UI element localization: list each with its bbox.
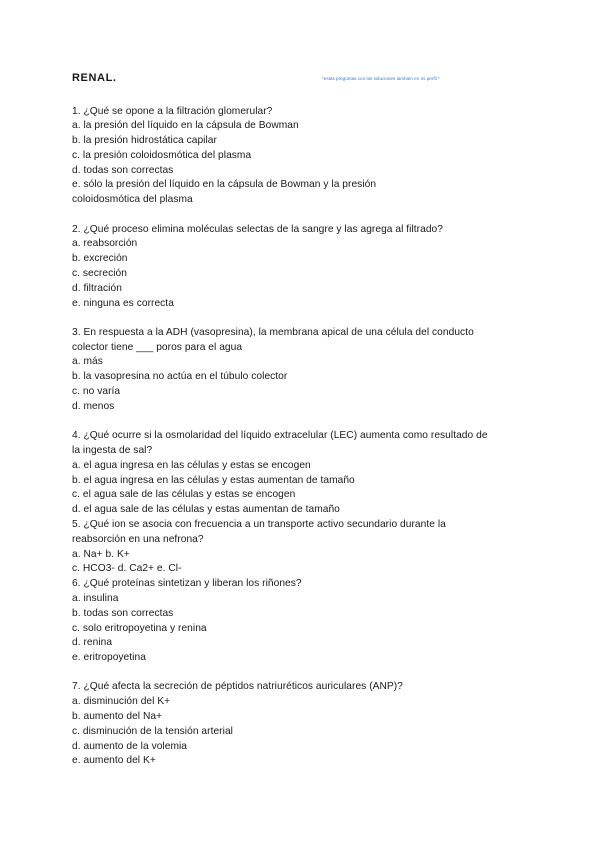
question-line: colector tiene ___ poros para el agua xyxy=(72,341,243,353)
question-line: la ingesta de sal? xyxy=(72,444,153,456)
question-line: c. HCO3- d. Ca2+ e. Cl- xyxy=(72,563,182,575)
question-line: e. aumento del K+ xyxy=(72,755,156,767)
question-line: c. solo eritropoyetina y renina xyxy=(72,622,207,634)
spacer xyxy=(72,90,532,105)
spacer xyxy=(72,311,532,326)
question-line: 5. ¿Qué ion se asocia con frecuencia a un transporte activo secundario durante la xyxy=(72,518,446,530)
question-line: e. ninguna es correcta xyxy=(72,297,174,309)
question-line: coloidosmótica del plasma xyxy=(72,194,193,206)
question-block xyxy=(72,680,532,769)
question-line: b. el agua ingresa en las células y estas aumentan de tamaño xyxy=(72,474,355,486)
question-line: a. Na+ b. K+ xyxy=(72,548,130,560)
question-line: d. todas son correctas xyxy=(72,164,174,176)
question-line: b. la presión hidrostática capilar xyxy=(72,135,217,147)
question-text: 1. ¿Qué se opone a la filtración glomerular? xyxy=(72,105,273,117)
question-line: c. la presión coloidosmótica del plasma xyxy=(72,149,252,161)
question-line: d. el agua sale de las células y estas aumentan de tamaño xyxy=(72,504,340,516)
question-line: b. aumento del Na+ xyxy=(72,710,163,722)
question-line: a. más xyxy=(72,356,103,368)
question-line: a. disminución del K+ xyxy=(72,696,171,708)
question-line: d. filtración xyxy=(72,282,122,294)
question-line: c. el agua sale de las células y estas se encogen xyxy=(72,489,296,501)
question-list xyxy=(72,105,532,770)
question-line: e. sólo la presión del líquido en la cápsula de Bowman y la presión xyxy=(72,179,377,191)
question-line: reabsorción en una nefrona? xyxy=(72,533,204,545)
question-line: d. renina xyxy=(72,637,113,649)
question-line: a. reabsorción xyxy=(72,238,138,250)
question-line: b. excreción xyxy=(72,253,128,265)
question-text: 4. ¿Qué ocurre si la osmolaridad del líquido extracelular (LEC) aumenta como resultado de xyxy=(72,430,488,442)
question-block xyxy=(72,429,532,666)
question-text: 7. ¿Qué afecta la secreción de péptidos natriuréticos auriculares (ANP)? xyxy=(72,681,403,693)
question-text: 2. ¿Qué proceso elimina moléculas selectas de la sangre y las agrega al filtrado? xyxy=(72,223,443,235)
question-line: c. no varía xyxy=(72,386,121,398)
header-note: *estas preguntas con las soluciones también en mi perfil * xyxy=(322,76,440,81)
document-page xyxy=(72,72,532,769)
spacer xyxy=(72,666,532,681)
document-header xyxy=(72,72,532,90)
question-block xyxy=(72,326,532,415)
question-line: e. eritropoyetina xyxy=(72,652,146,664)
question-line: c. disminución de la tensión arterial xyxy=(72,725,233,737)
spacer xyxy=(72,415,532,430)
question-block xyxy=(72,223,532,312)
question-line: d. menos xyxy=(72,400,115,412)
question-line: c. secreción xyxy=(72,267,127,279)
question-line: a. insulina xyxy=(72,592,119,604)
spacer xyxy=(72,208,532,223)
document-title: RENAL. xyxy=(72,72,117,84)
question-line: a. la presión del líquido en la cápsula de Bowman xyxy=(72,120,299,132)
question-line: 6. ¿Qué proteínas sintetizan y liberan los riñones? xyxy=(72,578,302,590)
question-line: d. aumento de la volemia xyxy=(72,740,188,752)
question-line: b. todas son correctas xyxy=(72,607,174,619)
question-line: a. el agua ingresa en las células y estas se encogen xyxy=(72,459,311,471)
question-line: b. la vasopresina no actúa en el túbulo colector xyxy=(72,371,288,383)
question-block xyxy=(72,105,532,209)
question-text: 3. En respuesta a la ADH (vasopresina), la membrana apical de una célula del conducto xyxy=(72,326,474,338)
